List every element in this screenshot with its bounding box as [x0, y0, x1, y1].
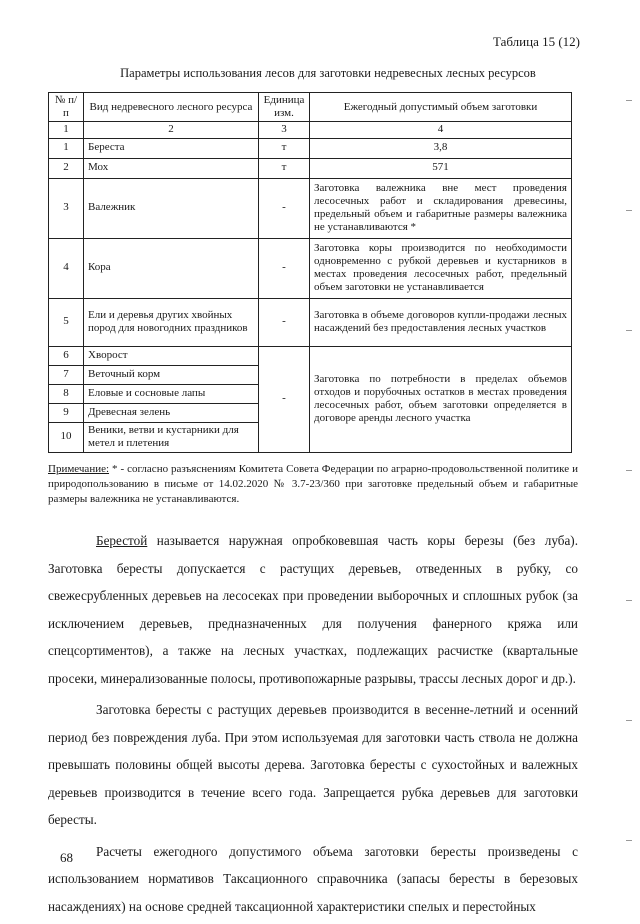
row-volume: 571 — [310, 158, 572, 178]
row-type: Древесная зелень — [84, 403, 259, 422]
paragraph: Расчеты ежегодного допустимого объема заготовки бересты произведены с использованием нормативов Таксационного справочника (запасы бересты в березовых насаждениях) на основе средней таксационной характеристики спелых и перестойных — [48, 843, 578, 914]
group-volume: Заготовка по потребности в пределах объемов отходов и порубочных остатков в местах проведения лесосечных работ, объем заготовки определяется в договоре аренды лесного участка — [310, 346, 572, 452]
header-type: Вид недревесного лесного ресурса — [84, 93, 259, 122]
margin-mark — [626, 470, 632, 471]
row-unit: - — [259, 298, 310, 346]
margin-mark — [626, 600, 632, 601]
paragraph: Заготовка бересты с растущих деревьев производится в весенне-летний и осенний период без повреждения луба. При этом используемая для заготовки часть ствола не должна превышать половины общей высоты дерева. Заготовка бересты с сухостойных и валежных деревьев производится в течение всего года. Запрещается рубка деревьев для заготовки бересты. — [48, 702, 578, 827]
table-row — [49, 138, 572, 158]
margin-mark — [626, 330, 632, 331]
table-index-row — [49, 122, 572, 138]
group-unit: - — [259, 346, 310, 452]
table-title: Параметры использования лесов для заготовки недревесных лесных ресурсов — [120, 66, 536, 80]
row-type: Веточный корм — [84, 365, 259, 384]
table-caption: Таблица 15 (12) — [492, 34, 580, 49]
row-type: Валежник — [84, 178, 259, 238]
table-row — [49, 298, 572, 346]
row-type: Ели и деревья других хвойных пород для новогодних праздников — [84, 298, 259, 346]
row-volume: Заготовка в объеме договоров купли-продажи лесных насаждений без предоставления лесных участков — [310, 298, 572, 346]
row-type: Береста — [84, 138, 259, 158]
margin-mark — [626, 840, 632, 841]
index-cell: 2 — [84, 122, 259, 138]
row-num: 3 — [49, 178, 84, 238]
table-row — [49, 158, 572, 178]
note-label: Примечание: — [48, 463, 110, 475]
page-number: 68 — [60, 850, 73, 865]
body-text — [48, 527, 578, 924]
paragraph — [48, 527, 578, 692]
row-unit: т — [259, 158, 310, 178]
row-volume: Заготовка валежника вне мест проведения лесосечных работ и складирования древесины, предельный объем и габаритные размеры валежника не устанавливаются * — [310, 178, 572, 238]
row-type: Хворост — [84, 346, 259, 365]
row-unit: - — [259, 238, 310, 298]
row-num: 8 — [49, 384, 84, 403]
margin-mark — [626, 100, 632, 101]
table-note — [48, 462, 578, 507]
parameters-table — [48, 92, 572, 453]
row-num: 7 — [49, 365, 84, 384]
row-num: 10 — [49, 422, 84, 452]
row-num: 4 — [49, 238, 84, 298]
index-cell: 3 — [259, 122, 310, 138]
row-type: Еловые и сосновые лапы — [84, 384, 259, 403]
table-row — [49, 238, 572, 298]
row-num: 1 — [49, 138, 84, 158]
row-type: Веники, ветви и кустарники для метел и плетения — [84, 422, 259, 452]
table-header-row — [49, 93, 572, 122]
row-num: 6 — [49, 346, 84, 365]
row-num: 5 — [49, 298, 84, 346]
row-type: Мох — [84, 158, 259, 178]
note-text: * - согласно разъяснениям Комитета Совета Федерации по аграрно-продовольственной политике и природопользованию в письме от 14.02.2020 № 3.7-23/360 при заготовке предельный объем и габаритные размеры валежника не устанавливаются. — [48, 463, 578, 505]
row-unit: т — [259, 138, 310, 158]
row-volume: 3,8 — [310, 138, 572, 158]
margin-mark — [626, 210, 632, 211]
row-unit: - — [259, 178, 310, 238]
margin-mark — [626, 720, 632, 721]
table-row — [49, 346, 572, 365]
term-birch-bark: Берестой — [96, 533, 148, 548]
row-num: 9 — [49, 403, 84, 422]
header-volume: Ежегодный допустимый объем заготовки — [310, 93, 572, 122]
header-unit: Единица изм. — [259, 93, 310, 122]
row-volume: Заготовка коры производится по необходимости одновременно с рубкой деревьев и кустарников в местах проведения лесосечных работ, предельный объем заготовки не устанавливается — [310, 238, 572, 298]
paragraph-text: называется наружная опробковевшая часть коры березы (без луба). Заготовка бересты допускается с растущих деревьев, отведенных в рубку, со свежесрубленных деревьев на лесосеках при проведении выборочных и сплошных рубок (за исключением деревьев, предназначенных для получения фанерного кряжа или спецсортиментов), а также на лесных участках, подлежащих расчистке (квартальные просеки, минерализованные полосы, противопожарные разрывы, трассы лесных дорог и др.). — [48, 533, 578, 686]
index-cell: 4 — [310, 122, 572, 138]
header-num: № п/п — [49, 93, 84, 122]
row-num: 2 — [49, 158, 84, 178]
table-row — [49, 178, 572, 238]
row-type: Кора — [84, 238, 259, 298]
index-cell: 1 — [49, 122, 84, 138]
